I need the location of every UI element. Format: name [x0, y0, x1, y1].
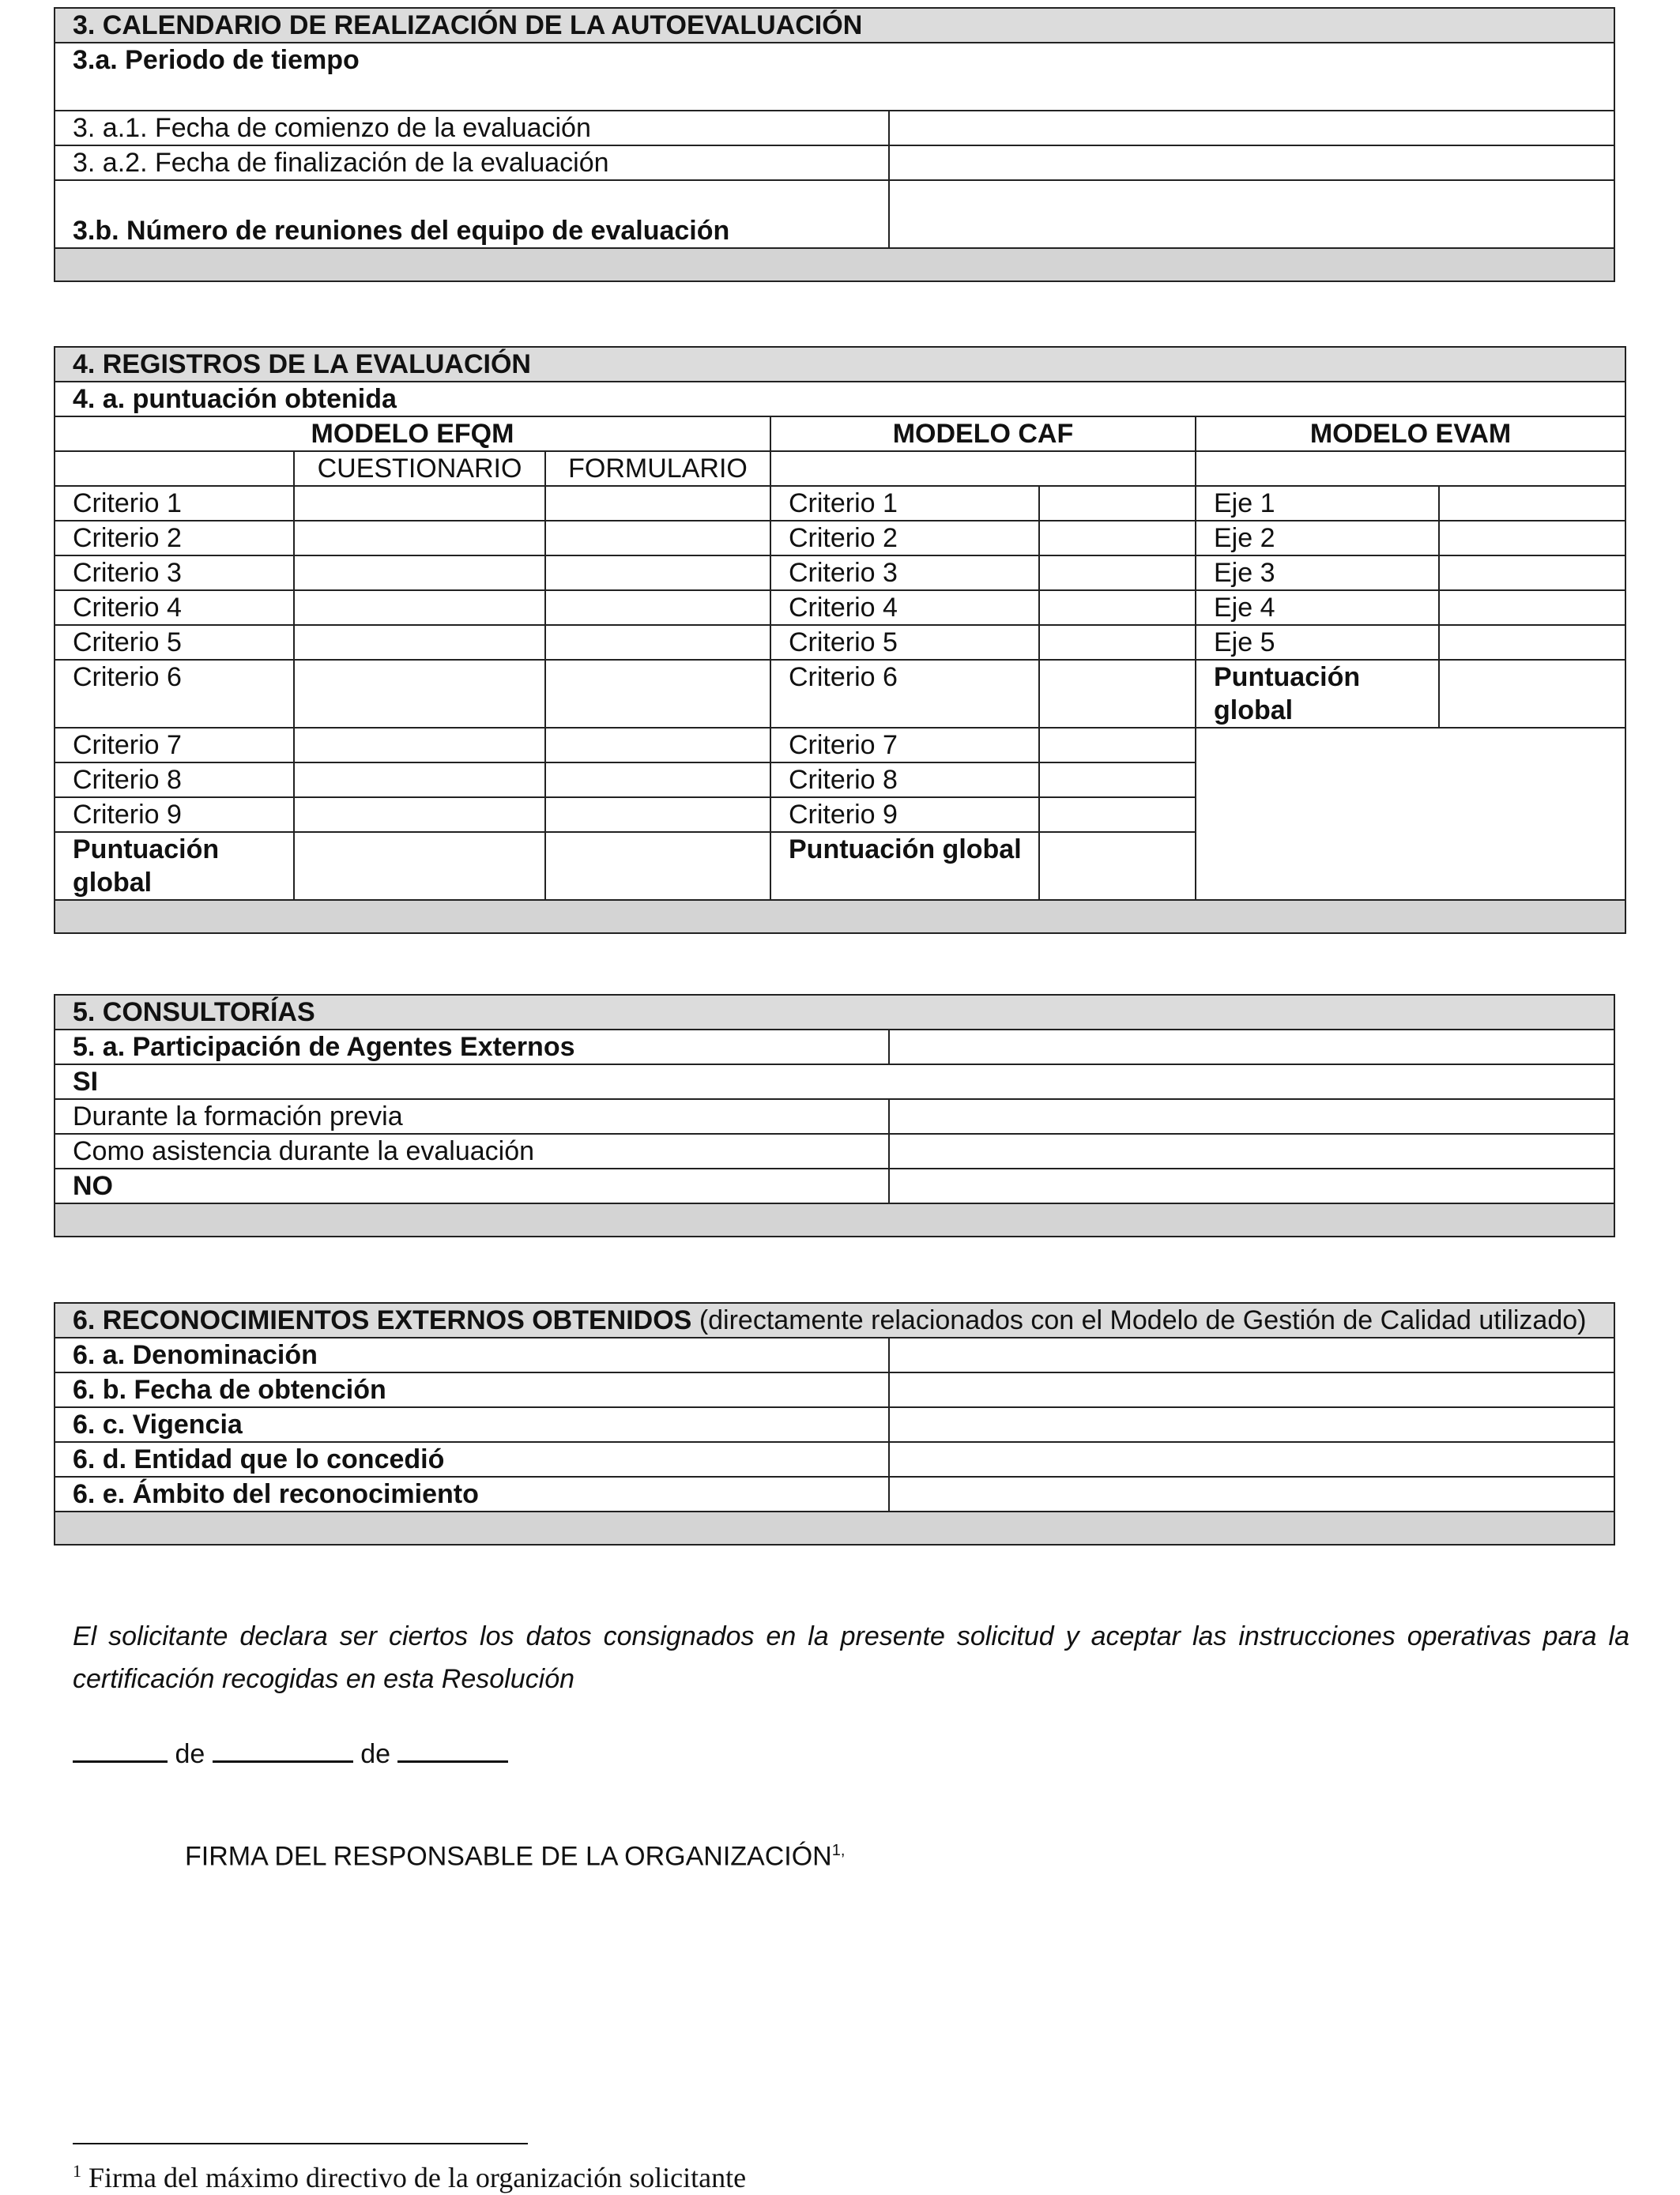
- fecha-obtencion-field[interactable]: [889, 1372, 1614, 1407]
- formacion-previa-label: Durante la formación previa: [55, 1099, 889, 1134]
- caf-score-cell[interactable]: [1039, 486, 1196, 521]
- evam-score-cell[interactable]: [1439, 521, 1625, 555]
- fecha-finalizacion-field[interactable]: [889, 145, 1614, 180]
- section-3-footer-bar: [55, 248, 1614, 281]
- fecha-comienzo-field[interactable]: [889, 111, 1614, 145]
- efqm-formulario-cell[interactable]: [545, 728, 770, 762]
- modelo-efqm-header: MODELO EFQM: [55, 416, 770, 451]
- signature-label: [185, 1833, 845, 1873]
- fecha-comienzo-label: 3. a.1. Fecha de comienzo de la evaluación: [55, 111, 889, 145]
- agentes-externos-field[interactable]: [889, 1030, 1614, 1064]
- section-6-title-rest: (directamente relacionados con el Modelo de Gestión de Calidad utilizado): [691, 1305, 1587, 1335]
- efqm-criterio-label: Criterio 1: [55, 486, 294, 521]
- efqm-formulario-cell[interactable]: [545, 797, 770, 832]
- efqm-global-label: Puntuación global: [55, 832, 294, 900]
- efqm-criterio-label: Criterio 9: [55, 797, 294, 832]
- caf-criterio-label: Criterio 4: [770, 590, 1039, 625]
- denominacion-field[interactable]: [889, 1338, 1614, 1372]
- efqm-formulario-cell[interactable]: [545, 762, 770, 797]
- fecha-obtencion-label: 6. b. Fecha de obtención: [55, 1372, 889, 1407]
- formulario-header: FORMULARIO: [545, 451, 770, 486]
- evam-eje-label: Eje 5: [1196, 625, 1439, 660]
- day-blank[interactable]: [73, 1735, 168, 1763]
- date-line: [73, 1735, 508, 1771]
- evam-score-cell[interactable]: [1439, 555, 1625, 590]
- evam-eje-label: Eje 2: [1196, 521, 1439, 555]
- vigencia-field[interactable]: [889, 1407, 1614, 1442]
- efqm-criterio-label: Criterio 6: [55, 660, 294, 728]
- caf-score-cell[interactable]: [1039, 797, 1196, 832]
- caf-criterio-label: Criterio 2: [770, 521, 1039, 555]
- section-3-title: 3. CALENDARIO DE REALIZACIÓN DE LA AUTOEVALUACIÓN: [55, 8, 1614, 43]
- efqm-cuestionario-cell[interactable]: [294, 660, 545, 728]
- caf-score-cell[interactable]: [1039, 590, 1196, 625]
- modelo-caf-header: MODELO CAF: [770, 416, 1196, 451]
- efqm-criterio-label: Criterio 5: [55, 625, 294, 660]
- vigencia-label: 6. c. Vigencia: [55, 1407, 889, 1442]
- numero-reuniones-field[interactable]: [889, 180, 1614, 248]
- efqm-cuestionario-cell[interactable]: [294, 521, 545, 555]
- caf-criterio-label: Criterio 8: [770, 762, 1039, 797]
- caf-criterio-label: Criterio 7: [770, 728, 1039, 762]
- si-label: SI: [55, 1064, 1614, 1099]
- caf-criterio-label: Criterio 9: [770, 797, 1039, 832]
- efqm-cuestionario-cell[interactable]: [294, 797, 545, 832]
- fecha-finalizacion-label: 3. a.2. Fecha de finalización de la evaluación: [55, 145, 889, 180]
- efqm-formulario-cell[interactable]: [545, 625, 770, 660]
- ambito-label: 6. e. Ámbito del reconocimiento: [55, 1477, 889, 1512]
- no-field[interactable]: [889, 1169, 1614, 1203]
- caf-score-cell[interactable]: [1039, 762, 1196, 797]
- evam-empty-area: [1196, 728, 1625, 900]
- efqm-formulario-cell[interactable]: [545, 486, 770, 521]
- evam-global-cell[interactable]: [1439, 660, 1625, 728]
- section-5-table: [54, 994, 1615, 1237]
- denominacion-label: 6. a. Denominación: [55, 1338, 889, 1372]
- section-3-table: [54, 7, 1615, 282]
- section-4-table: [54, 346, 1626, 934]
- date-de-2: de: [360, 1739, 391, 1769]
- agentes-externos-label: 5. a. Participación de Agentes Externos: [55, 1030, 889, 1064]
- efqm-global-cuestionario-cell[interactable]: [294, 832, 545, 900]
- entidad-label: 6. d. Entidad que lo concedió: [55, 1442, 889, 1477]
- footnote-separator: [73, 2143, 528, 2144]
- caf-score-cell[interactable]: [1039, 521, 1196, 555]
- footnote-number: 1: [73, 2161, 81, 2181]
- month-blank[interactable]: [213, 1735, 353, 1763]
- date-de-1: de: [175, 1739, 205, 1769]
- modelo-evam-header: MODELO EVAM: [1196, 416, 1625, 451]
- caf-global-label: Puntuación global: [770, 832, 1039, 900]
- efqm-formulario-cell[interactable]: [545, 660, 770, 728]
- caf-score-cell[interactable]: [1039, 728, 1196, 762]
- signature-text: FIRMA DEL RESPONSABLE DE LA ORGANIZACIÓN: [185, 1841, 832, 1872]
- asistencia-evaluacion-label: Como asistencia durante la evaluación: [55, 1134, 889, 1169]
- caf-global-cell[interactable]: [1039, 832, 1196, 900]
- signature-footnote-mark: 1,: [831, 1842, 846, 1859]
- efqm-cuestionario-cell[interactable]: [294, 590, 545, 625]
- efqm-criterio-label: Criterio 4: [55, 590, 294, 625]
- section-5-footer-bar: [55, 1203, 1614, 1237]
- year-blank[interactable]: [397, 1735, 508, 1763]
- efqm-formulario-cell[interactable]: [545, 590, 770, 625]
- cuestionario-header: CUESTIONARIO: [294, 451, 545, 486]
- efqm-formulario-cell[interactable]: [545, 555, 770, 590]
- section-6-table: [54, 1302, 1615, 1546]
- efqm-cuestionario-cell[interactable]: [294, 762, 545, 797]
- caf-criterio-label: Criterio 6: [770, 660, 1039, 728]
- periodo-tiempo-label: 3.a. Periodo de tiempo: [55, 43, 1614, 111]
- declaration-text: El solicitante declara ser ciertos los datos consignados en la presente solicitud y aceptar las instrucciones operativas para la certificación recogidas en esta Resolución: [73, 1621, 1629, 1694]
- section-5-title: 5. CONSULTORÍAS: [55, 995, 1614, 1030]
- section-4-footer-bar: [55, 900, 1625, 933]
- evam-score-cell[interactable]: [1439, 486, 1625, 521]
- section-6-title: [55, 1303, 1614, 1338]
- evam-score-cell[interactable]: [1439, 590, 1625, 625]
- section-4-title: 4. REGISTROS DE LA EVALUACIÓN: [55, 347, 1625, 382]
- efqm-global-formulario-cell[interactable]: [545, 832, 770, 900]
- efqm-criterio-label: Criterio 8: [55, 762, 294, 797]
- efqm-cuestionario-cell[interactable]: [294, 486, 545, 521]
- efqm-criterio-label: Criterio 3: [55, 555, 294, 590]
- efqm-cuestionario-cell[interactable]: [294, 625, 545, 660]
- caf-criterio-label: Criterio 3: [770, 555, 1039, 590]
- caf-score-cell[interactable]: [1039, 555, 1196, 590]
- caf-criterio-label: Criterio 5: [770, 625, 1039, 660]
- evam-score-cell[interactable]: [1439, 625, 1625, 660]
- section-6-footer-bar: [55, 1512, 1614, 1545]
- caf-criterio-label: Criterio 1: [770, 486, 1039, 521]
- evam-eje-label: Eje 1: [1196, 486, 1439, 521]
- efqm-cuestionario-cell[interactable]: [294, 555, 545, 590]
- entidad-field[interactable]: [889, 1442, 1614, 1477]
- caf-score-cell[interactable]: [1039, 660, 1196, 728]
- numero-reuniones-label: 3.b. Número de reuniones del equipo de evaluación: [55, 180, 889, 248]
- footnote-text: Firma del máximo directivo de la organización solicitante: [89, 2162, 747, 2193]
- footnote: [73, 2154, 746, 2195]
- efqm-cuestionario-cell[interactable]: [294, 728, 545, 762]
- ambito-field[interactable]: [889, 1477, 1614, 1512]
- evam-global-label: Puntuación global: [1196, 660, 1439, 728]
- formacion-previa-field[interactable]: [889, 1099, 1614, 1134]
- puntuacion-obtenida-label: 4. a. puntuación obtenida: [55, 382, 1625, 416]
- section-6-title-bold: 6. RECONOCIMIENTOS EXTERNOS OBTENIDOS: [73, 1305, 692, 1335]
- evam-eje-label: Eje 4: [1196, 590, 1439, 625]
- efqm-criterio-label: Criterio 7: [55, 728, 294, 762]
- no-label: NO: [55, 1169, 889, 1203]
- efqm-formulario-cell[interactable]: [545, 521, 770, 555]
- efqm-criterio-label: Criterio 2: [55, 521, 294, 555]
- caf-score-cell[interactable]: [1039, 625, 1196, 660]
- evam-eje-label: Eje 3: [1196, 555, 1439, 590]
- asistencia-evaluacion-field[interactable]: [889, 1134, 1614, 1169]
